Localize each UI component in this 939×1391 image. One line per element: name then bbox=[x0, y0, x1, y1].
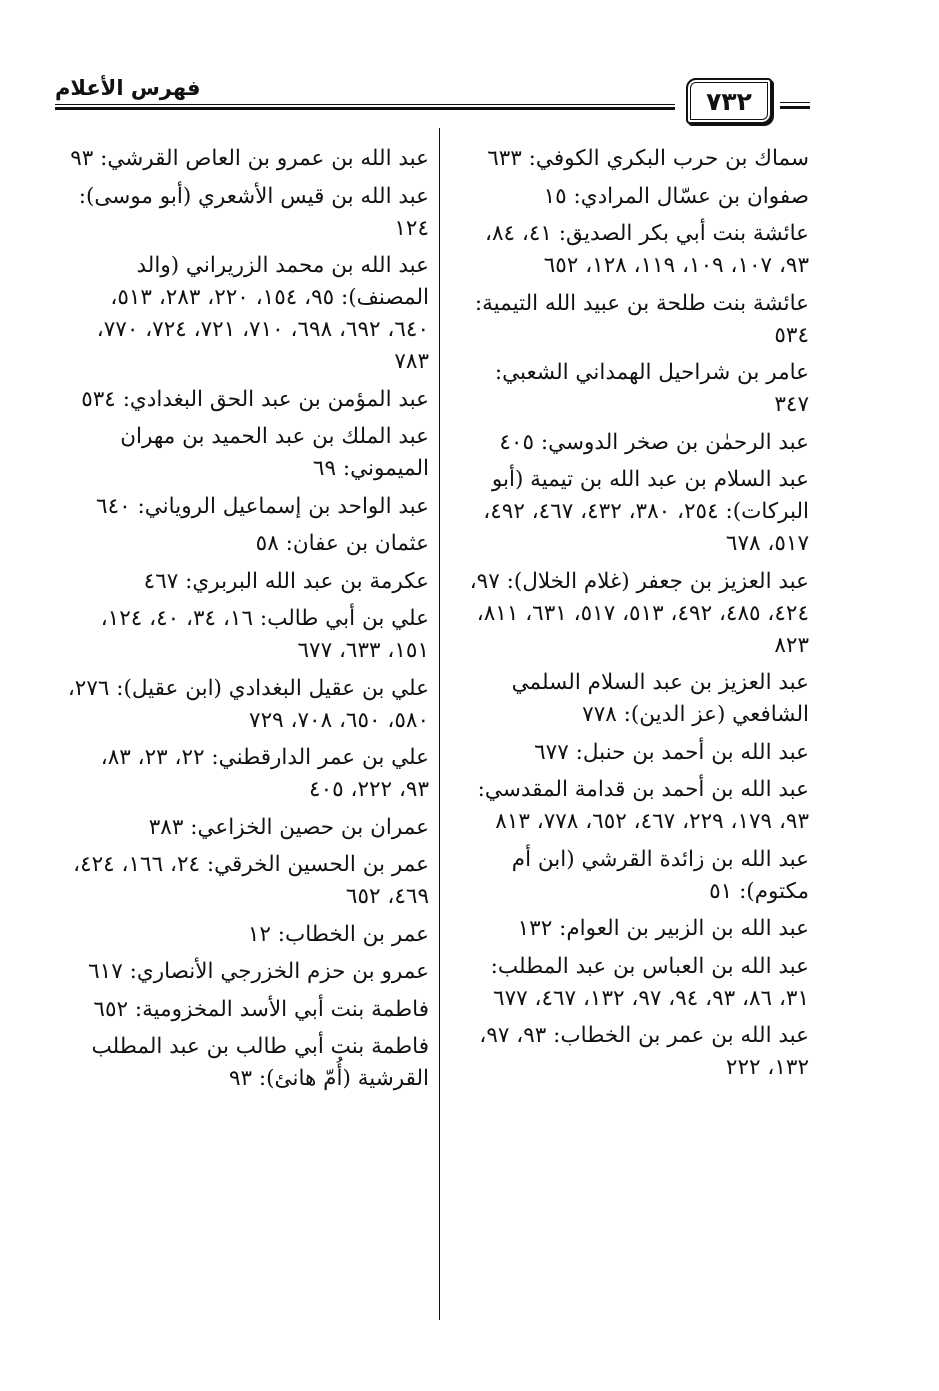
index-column-right bbox=[469, 143, 809, 1090]
index-entry: عثمان بن عفان: ٥٨ bbox=[255, 531, 429, 556]
index-entry: عبد العزيز بن جعفر (غلام الخلال): ٩٧، ٤٢٤، ٤٨٥، ٤٩٢، ٥١٣، ٥١٧، ٦٣١، ٨١١، ٨٢٣ bbox=[469, 568, 809, 658]
index-entry: عبد السلام بن عبد الله بن تيمية (أبو البركات): ٢٥٤، ٣٨٠، ٤٣٢، ٤٦٧، ٤٩٢، ٥١٧، ٦٧٨ bbox=[483, 467, 809, 556]
index-entry: عبد الله بن أحمد بن قدامة المقدسي: ٩٣، ١٧٩، ٢٢٩، ٤٦٧، ٦٥٢، ٧٧٨، ٨١٣ bbox=[477, 777, 809, 834]
header-rule-thin bbox=[55, 104, 675, 105]
index-entry: فاطمة بنت أبي طالب بن عبد المطلب القرشية (أُمّ هانئ): ٩٣ bbox=[91, 1034, 429, 1091]
index-entry: عبد الله بن عمرو بن العاص القرشي: ٩٣ bbox=[70, 146, 429, 171]
index-entry: عبد العزيز بن عبد السلام السلمي الشافعي (عز الدين): ٧٧٨ bbox=[511, 670, 809, 727]
index-entry: عكرمة بن عبد الله البربري: ٤٦٧ bbox=[143, 568, 429, 594]
index-entry: عمرو بن حزم الخزرجي الأنصاري: ٦١٧ bbox=[88, 959, 429, 984]
page-header bbox=[55, 70, 810, 126]
index-entry: عبد المؤمن بن عبد الحق البغدادي: ٥٣٤ bbox=[81, 386, 429, 412]
index-entry: عبد الرحمٰن بن صخر الدوسي: ٤٠٥ bbox=[499, 429, 809, 455]
index-entry: عبد الله بن محمد الزريراني (والد المصنف): ٩٥، ١٥٤، ٢٢٠، ٢٨٣، ٥١٣، ٦٤٠، ٦٩٢، ٦٩٨، ٧١٠، ٧٢١، ٧٢٤، ٧٧٠، ٧٨٣ bbox=[96, 253, 429, 374]
header-rule-right-thick bbox=[780, 106, 810, 109]
header-rule-thick bbox=[55, 107, 675, 110]
index-column-left bbox=[64, 143, 429, 1101]
header-rule-right-thin bbox=[780, 102, 810, 103]
index-entry: صفوان بن عسّال المرادي: ١٥ bbox=[543, 183, 809, 209]
column-divider bbox=[439, 128, 440, 1320]
index-entry: عمران بن حصين الخزاعي: ٣٨٣ bbox=[148, 814, 429, 840]
index-entry: عمر بن الخطاب: ١٢ bbox=[247, 921, 429, 947]
index-entry: عبد الله بن زائدة القرشي (ابن أم مكتوم): ٥١ bbox=[511, 846, 809, 904]
index-entry: عبد الله بن أحمد بن حنبل: ٦٧٧ bbox=[534, 739, 809, 765]
index-entry: علي بن أبي طالب: ١٦، ٣٤، ٤٠، ١٢٤، ١٥١، ٦٣٣، ٦٧٧ bbox=[100, 606, 429, 663]
index-entry: عبد الله بن عمر بن الخطاب: ٩٣، ٩٧، ١٣٢، ٢٢٢ bbox=[479, 1023, 809, 1080]
index-entry: عبد الله بن الزبير بن العوام: ١٣٢ bbox=[517, 916, 809, 941]
index-entry: فاطمة بنت أبي الأسد المخزومية: ٦٥٢ bbox=[93, 996, 429, 1022]
index-entry: عبد الله بن قيس الأشعري (أبو موسى): ١٢٤ bbox=[78, 183, 429, 241]
index-entry: عائشة بنت طلحة بن عبيد الله التيمية: ٥٣٤ bbox=[474, 290, 809, 348]
index-entry: عائشة بنت أبي بكر الصديق: ٤١، ٨٤، ٩٣، ١٠٧، ١٠٩، ١١٩، ١٢٨، ٦٥٢ bbox=[485, 221, 809, 278]
index-entry: علي بن عمر الدارقطني: ٢٢، ٢٣، ٨٣، ٩٣، ٢٢٢، ٤٠٥ bbox=[100, 745, 429, 802]
index-entry: سماك بن حرب البكري الكوفي: ٦٣٣ bbox=[487, 146, 809, 171]
page-number: ٧٣٢ bbox=[686, 78, 772, 124]
index-entry: عامر بن شراحيل الهمداني الشعبي: ٣٤٧ bbox=[494, 360, 809, 417]
index-entry: علي بن عقيل البغدادي (ابن عقيل): ٢٧٦، ٥٨٠، ٦٥٠، ٧٠٨، ٧٢٩ bbox=[67, 675, 429, 733]
index-entry: عبد الواحد بن إسماعيل الروياني: ٦٤٠ bbox=[96, 493, 429, 519]
index-entry: عمر بن الحسين الخرقي: ٢٤، ١٦٦، ٤٢٤، ٤٦٩، ٦٥٢ bbox=[73, 852, 429, 909]
running-title: فهرس الأعلام bbox=[55, 76, 201, 100]
index-entry: عبد الله بن العباس بن عبد المطلب: ٣١، ٨٦، ٩٣، ٩٤، ٩٧، ١٣٢، ٤٦٧، ٦٧٧ bbox=[490, 953, 809, 1011]
index-entry: عبد الملك بن عبد الحميد بن مهران الميموني: ٦٩ bbox=[120, 424, 429, 481]
